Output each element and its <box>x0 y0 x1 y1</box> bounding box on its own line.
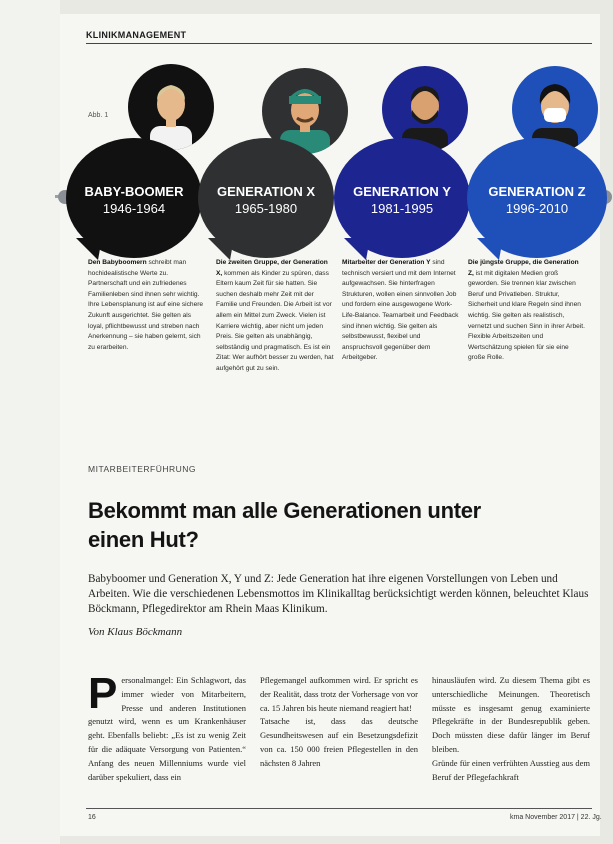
footer-rule <box>86 808 592 809</box>
baby-boomer-face-icon <box>128 64 214 150</box>
generation-years: 1996-2010 <box>505 201 569 216</box>
description-lead: Die zweiten Gruppe, der Generation X, <box>216 259 328 277</box>
description-lead: Die jüngste Gruppe, die Generation Z, <box>468 259 579 277</box>
issue-info: kma November 2017 | 22. Jg. <box>510 814 602 821</box>
description-lead: Mitarbeiter der Generation Y <box>342 259 431 266</box>
page-number: 16 <box>88 814 96 821</box>
bubble-tail <box>477 238 503 260</box>
article-column-2: Pflegemangel aufkommen wird. Er spricht es der Realität, dass trotz der Vorhersage von vor ca. 15 Jahren bis heute niemand reagiert hat! Tatsache ist, dass das deutsche Gesundheitswesen auf ein Besetzungsdefizit von ca. 150 000 freien Pflegestellen in den nächsten 8 Jahren <box>260 675 418 768</box>
generation-name: GENERATION Y <box>353 184 451 199</box>
generation-description <box>468 258 586 364</box>
column-text: ersonalmangel: Ein Schlagwort, das immer wieder von Mitarbeitern, Presse und anderen Institutionen genutzt wird, wenn es um Krankenhäuser geht. Ebenfalls beliebt: „Es ist zu wenig Zeit für die adäquate Versorgung von Patienten.“ Anfang des neuen Millenniums wurde viel darüber spekuliert, dass ein <box>88 675 246 782</box>
drop-cap: P <box>88 669 118 718</box>
section-header: KLINIKMANAGEMENT <box>86 30 187 40</box>
figure-label: Abb. 1 <box>88 112 109 119</box>
page-gutter <box>0 0 60 844</box>
generation-description <box>216 258 334 375</box>
article-column-3: hinausläufen wird. Zu diesem Thema gibt es unterschiedliche Meinungen. Theoretisch müsste es insgesamt genug examinierte Pflegekräfte in der Bundesrepublik geben. Doch müssten diese dafür länger im Beruf bleiben. Gründe für einen verfrühten Ausstieg aus dem Beruf der Pflegefachkraft <box>432 675 590 782</box>
generation-description <box>88 258 206 353</box>
generation-name: GENERATION Z <box>488 184 586 199</box>
generation-name: BABY-BOOMER <box>84 184 184 199</box>
description-text: ist mit digitalen Medien groß geworden. Sie trennen klar zwischen Beruf und Privatleben. Struktur, Sicherheit und klare Regeln sind ihnen wichtig. Sie gelten als realistisch, vernetzt und suchen Sinn in ihrer Arbeit. Flexible Arbeitszeiten und Wertschätzung spielen für sie eine große Rolle. <box>468 269 585 362</box>
description-text: sind technisch versiert und mit dem Internet aufgewachsen. Sie hinterfragen Strukturen, wollen einen sinnvollen Job und fordern eine ausgewogene Work-Life-Balance. Teamarbeit und Feedback sind ihnen wichtig. Sie gelten als selbstbewusst, flexibel und anspruchsvoll gegenüber dem Arbeitgeber. <box>342 259 459 362</box>
article-column-1 <box>88 669 246 784</box>
article-lead: Babyboomer und Generation X, Y und Z: Jede Generation hat ihre eigenen Vorstellungen von Leben und Arbeiten. Wie die verschiedenen Lebensmottos im Klinikalltag berücksichtigt werden können, beleuchtet Klaus Böckmann, Pflegedirektor am Rhein Maas Klinikum. <box>88 573 589 615</box>
description-text: schreibt man hochidealistische Werte zu. Partnerschaft und ein zufriedenes Familienleben sind ihnen sehr wichtig. Ihre Lebensplanung ist auf eine sichere Zukunft ausgerichtet. Sie gelten als loyal, pflichtbewusst und streben nach Anerkennung – sie haben gelernt, sich zu erarbeiten. <box>88 259 204 351</box>
bubble-tail <box>344 238 370 260</box>
article-kicker: MITARBEITERFÜHRUNG <box>88 464 197 474</box>
article-byline: Von Klaus Böckmann <box>88 626 183 638</box>
description-lead: Den Babyboomern <box>88 259 147 266</box>
article-title: Bekommt man alle Generationen unter einen Hut? <box>88 498 481 552</box>
generation-years: 1981-1995 <box>370 201 434 216</box>
description-text: kommen als Kinder zu spüren, dass Eltern kaum Zeit für sie hatten. Sie suchen deshalb mehr Zeit mit der Familie und Freunden. Die Arbeit ist vor allem ein Mittel zum Zweck. Vielen ist Karriere wichtig, aber nicht um jeden Preis. Sie gelten als unabhängig, selbständig und pragmatisch. Es ist ein Zitat: Wer aufhört besser zu werden, hat aufgehört gut zu sein. <box>216 269 334 372</box>
generation-name: GENERATION X <box>217 184 315 199</box>
generation-years: 1946-1964 <box>102 201 166 216</box>
header-rule <box>86 43 592 44</box>
generation-years: 1965-1980 <box>234 201 298 216</box>
bubble-tail <box>76 238 102 260</box>
bubble-tail <box>208 238 234 260</box>
generation-description <box>342 258 460 364</box>
